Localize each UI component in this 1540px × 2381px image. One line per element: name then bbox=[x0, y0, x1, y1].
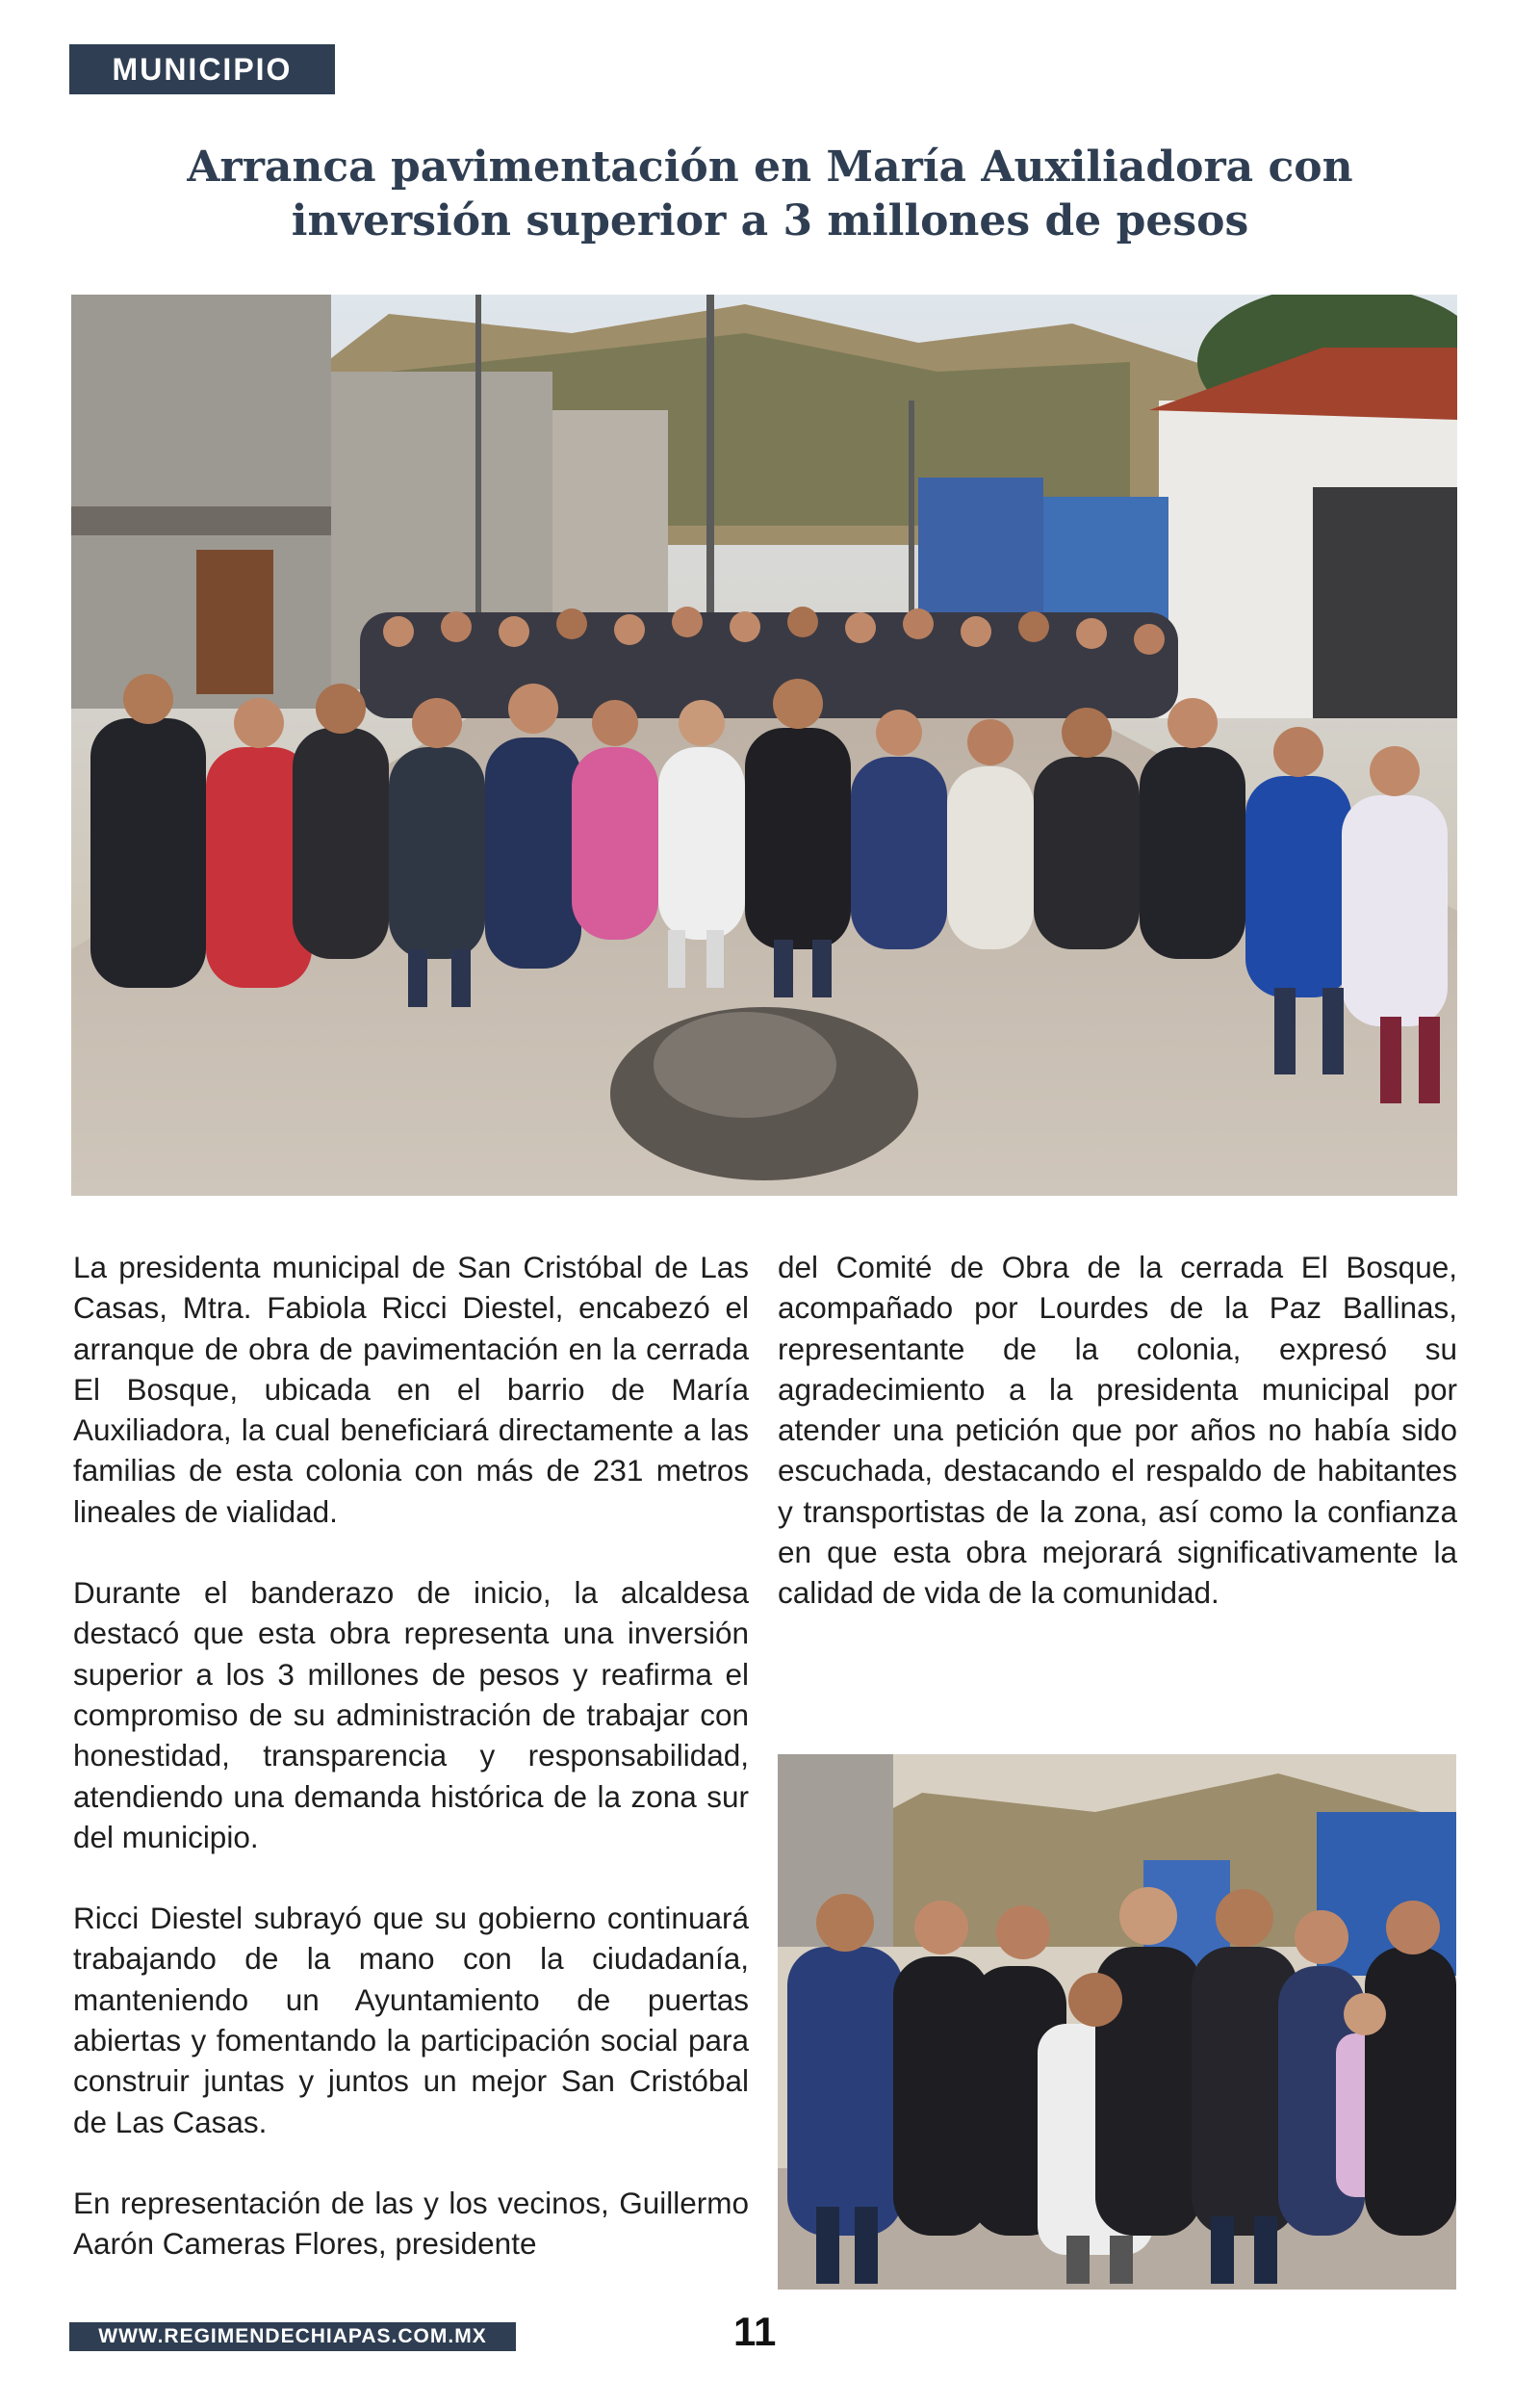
article-paragraph: Durante el banderazo de inicio, la alcaldesa destacó que esta obra representa una inversión superior a los 3 millones de pesos y reafirma el compromiso de su administración de trabajar con honestidad, transparencia y responsabilidad, atendiendo una demanda histórica de la zona sur del municipio. bbox=[73, 1575, 749, 1854]
article-paragraph: Ricci Diestel subrayó que su gobierno continuará trabajando de la mano con la ciudadanía, manteniendo un Ayuntamiento de puertas abiertas y fomentando la participación social para construir juntas y juntos un mejor San Cristóbal de Las Casas. bbox=[73, 1901, 749, 2139]
article-headline: Arranca pavimentación en María Auxiliadora con inversión superior a 3 millones de pesos bbox=[187, 142, 1353, 246]
page-number: 11 bbox=[733, 2309, 777, 2354]
article-paragraph: La presidenta municipal de San Cristóbal de Las Casas, Mtra. Fabiola Ricci Diestel, encabezó el arranque de obra de pavimentación en la cerrada El Bosque, ubicada en el barrio de María Auxiliadora, la cual beneficiará directamente a las familias de esta colonia con más de 231 metros lineales de vialidad. bbox=[73, 1250, 749, 1529]
footer-website-link[interactable]: WWW.REGIMENDECHIAPAS.COM.MX bbox=[69, 2322, 516, 2351]
article-paragraph: En representación de las y los vecinos, Guillermo Aarón Cameras Flores, presidente bbox=[73, 2185, 749, 2262]
main-photo bbox=[71, 295, 1457, 1196]
article-column-left bbox=[73, 1247, 749, 2265]
article-column-right bbox=[778, 1247, 1457, 1614]
article-paragraph: del Comité de Obra de la cerrada El Bosque, acompañado por Lourdes de la Paz Ballinas, representante de la colonia, expresó su agradecimiento a la presidenta municipal por atender una petición que por años no había sido escuchada, destacando el respaldo de habitantes y transportistas de la zona, así como la confianza en que esta obra mejorará significativamente la calidad de vida de la comunidad. bbox=[778, 1250, 1457, 1611]
section-tag: MUNICIPIO bbox=[69, 44, 335, 94]
secondary-photo bbox=[778, 1754, 1456, 2290]
